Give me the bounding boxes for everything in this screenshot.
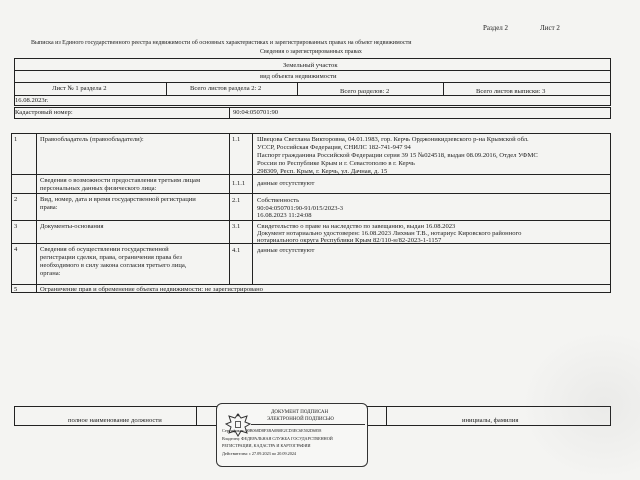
stamp-title-line-2: ЭЛЕКТРОННОЙ ПОДПИСЬЮ [267,417,334,422]
total-sheets-section: Всего листов раздела 2: 2 [190,85,262,92]
row-3-number: 3 [14,223,18,230]
name-caption: инициалы, фамилия [462,417,519,424]
document-subtitle: Сведения о зарегистрированных правах [260,49,362,55]
row-1a-label-line-1: Сведения о возможности предоставления третьим лицам [40,177,201,184]
stamp-title-line-1: ДОКУМЕНТ ПОДПИСАН [271,410,329,415]
row-1a-label-line-2: персональных данных физического лица: [40,185,157,192]
row-1a-subnumber: 1.1.1 [232,180,246,187]
stamp-owner-line-2: РЕГИСТРАЦИИ, КАДАСТРА И КАРТОГРАФИИ [222,443,311,448]
row-2-label-line-1: Вид, номер, дата и время государственной регистрации [40,196,196,203]
row-1-label: Правообладатель (правообладатели): [40,136,144,143]
position-caption: полное наименование должности [68,417,162,424]
row-1-value-line-3: Паспорт гражданина Российской Федерации серия 39 15 №024518, выдан 08.09.2016, Отдел УФМС [257,152,538,159]
row-4-label-line-3: необходимого в силу закона согласия третьего лица, [40,262,187,269]
row-1-subnumber: 1.1 [232,136,241,143]
row-1-value-line-5: 298309, Респ. Крым, г. Керчь, ул. Дачная, д. 15 [257,168,388,175]
row-4-label-line-1: Сведения об осуществлении государственной [40,246,169,253]
row-4-number: 4 [14,246,18,253]
extract-date: 16.08.2023г. [15,97,49,104]
row-3-subnumber: 3.1 [232,223,241,230]
row-3-value-line-1: Свидетельство о праве на наследство по завещанию, выдан 16.08.2023 [257,223,456,230]
object-type-caption: вид объекта недвижимости [260,73,337,80]
row-1a-value: данные отсутствуют [257,180,315,187]
row-2-value-line-2: 90:04:050701:90-91/015/2023-3 [257,205,344,212]
electronic-signature-stamp [216,403,368,467]
row-2-subnumber: 2.1 [232,197,241,204]
cadastral-label: Кадастровый номер: [15,109,73,116]
row-3-value-line-3: нотариального округа Республики Крым 82/110-н/82-2023-1-1157 [257,237,442,244]
scan-artifact [520,330,640,480]
row-1-value-line-2: УССР, Российская Федерация, СНИЛС 182-741-947 94 [257,144,411,151]
sheet-number: Лист 2 [540,24,560,32]
document-title: Выписка из Единого государственного реестра недвижимости об основных характеристиках и зарегистрированных правах на объект недвижимости [31,40,412,46]
row-5-label: Ограничение прав и обременение объекта недвижимости: не зарегистрировано [40,286,263,293]
sheet-of-section: Лист № 1 раздела 2 [52,85,107,92]
row-1-value-line-4: России по Республике Крым и г. Севастополю в г. Керчь [257,160,415,167]
cadastral-number: 90:04:050701:90 [233,109,279,116]
cadastral-row [14,107,611,119]
object-type: Земельный участок [283,62,338,69]
section-number: Раздел 2 [483,24,509,32]
row-3-value-line-2: Документ нотариально удостоверен: 16.08.2023 Лихман Т.В., нотариус Кировского районного [257,230,522,237]
stamp-owner-line-1: Владелец: ФЕДЕРАЛЬНАЯ СЛУЖБА ГОСУДАРСТВЕННОЙ [222,436,333,441]
row-1-number: 1 [14,136,18,143]
row-5-number: 5 [14,286,18,293]
total-sheets-extract: Всего листов выписки: 3 [476,88,546,95]
stamp-certificate: Сертификат: 00B068D8F3BA0B0E2CD3EC6E502D6858 [222,428,322,433]
stamp-validity: Действителен: с 27.09.2023 по 20.09.2024 [222,451,297,456]
row-2-value-line-3: 16.08.2023 11:24:08 [257,212,312,219]
row-2-label-line-2: права: [40,204,58,211]
date-row [14,96,611,106]
row-4-value: данные отсутствуют [257,247,315,254]
row-4-label-line-2: регистрации сделки, права, ограничения права без [40,254,182,261]
total-sections: Всего разделов: 2 [340,88,390,95]
row-2-number: 2 [14,196,18,203]
row-2-value-line-1: Собственность [257,197,300,204]
row-1-value-line-1: Швецова Светлана Викторовна, 04.01.1983, гор. Керчь Орджоникидзевского р-на Крымской обл. [257,136,529,143]
row-3-label: Документы-основания [40,223,104,230]
row-4-label-line-4: органа: [40,270,61,277]
row-4-subnumber: 4.1 [232,247,241,254]
